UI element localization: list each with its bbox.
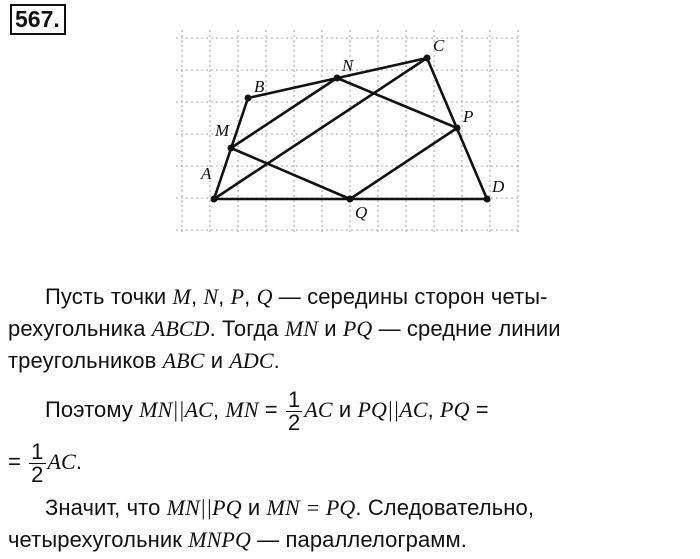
paragraph-3-line-2 [8,524,467,556]
text-span: = [469,397,489,422]
text-span: Значит, что [45,495,167,520]
math-p: P [230,284,245,309]
text-span: , [244,284,257,309]
label-n: N [342,56,354,75]
point-q [347,196,354,203]
label-m: M [215,121,230,140]
label-p: P [463,107,474,126]
text-span: четырехугольник [8,527,189,552]
math-m: M [172,284,191,309]
math-abc: ABC [162,348,205,373]
fraction-denominator: 2 [31,461,44,487]
label-q: Q [355,203,368,222]
text-span: — средние линии [372,316,561,341]
text-span: , [218,284,231,309]
parallelogram-mnpq [231,78,457,199]
point-b [245,95,252,102]
label-a: A [201,164,212,183]
text-span: — параллелограмм. [250,527,467,552]
math-mn-parallel-ac: MN||AC [139,397,213,422]
text-span: Поэтому [45,397,140,422]
paragraph-2-line-2 [8,440,82,486]
point-d [484,196,491,203]
label-b: B [254,77,265,96]
paragraph-2-line-1 [45,388,489,434]
math-n: N [203,284,219,309]
label-d: D [492,177,505,196]
text-span: . [75,449,83,474]
text-span: рехугольника [8,316,152,341]
math-abcd: ABCD [151,316,210,341]
paragraph-1-line-3 [8,345,280,377]
label-c: C [433,36,445,55]
text-span: и [204,348,230,373]
math-mn: MN [284,316,319,341]
fraction-numerator: 1 [31,438,44,464]
point-p [454,125,461,132]
text-span: треугольников [8,348,163,373]
math-ac: AC [304,397,333,422]
math-mn: MN [225,397,259,422]
fraction-denominator: 2 [287,409,301,435]
text-span: — середины сторон четы- [272,284,548,309]
math-pq: PQ [342,316,373,341]
point-m [228,145,235,152]
text-span: , [190,284,204,309]
text-span: и [318,316,343,341]
math-adc: ADC [229,348,274,373]
math-q: Q [256,284,273,309]
math-mn-parallel-pq: MN||PQ [166,495,242,520]
paragraph-3-line-1 [45,492,534,524]
text-span: и [332,397,358,422]
math-mnpq: MNPQ [188,527,251,552]
text-span: . Тогда [209,316,285,341]
text-span: Пусть точки [45,284,173,309]
problem-number: 567. [10,4,66,35]
paragraph-1-line-1 [45,281,548,313]
point-c [424,55,431,62]
text-span: . [273,348,280,373]
math-ac: AC [47,449,76,474]
math-mn-equals-pq: MN = PQ [266,495,356,520]
fraction-one-half [286,386,302,435]
point-a [211,196,218,203]
text-span: , [212,397,226,422]
text-span: = [258,397,284,422]
fraction-one-half [29,438,45,487]
fraction-numerator: 1 [287,386,301,412]
math-pq: PQ [440,397,470,422]
text-span: и [241,495,267,520]
text-span: = [8,449,28,474]
text-span: , [427,397,441,422]
math-pq-parallel-ac: PQ||AC [357,397,428,422]
paragraph-1-line-2 [8,313,561,345]
diagonal-ac [214,58,427,199]
point-n [334,75,341,82]
text-span: . Следовательно, [355,495,535,520]
quadrilateral-figure [0,0,700,250]
